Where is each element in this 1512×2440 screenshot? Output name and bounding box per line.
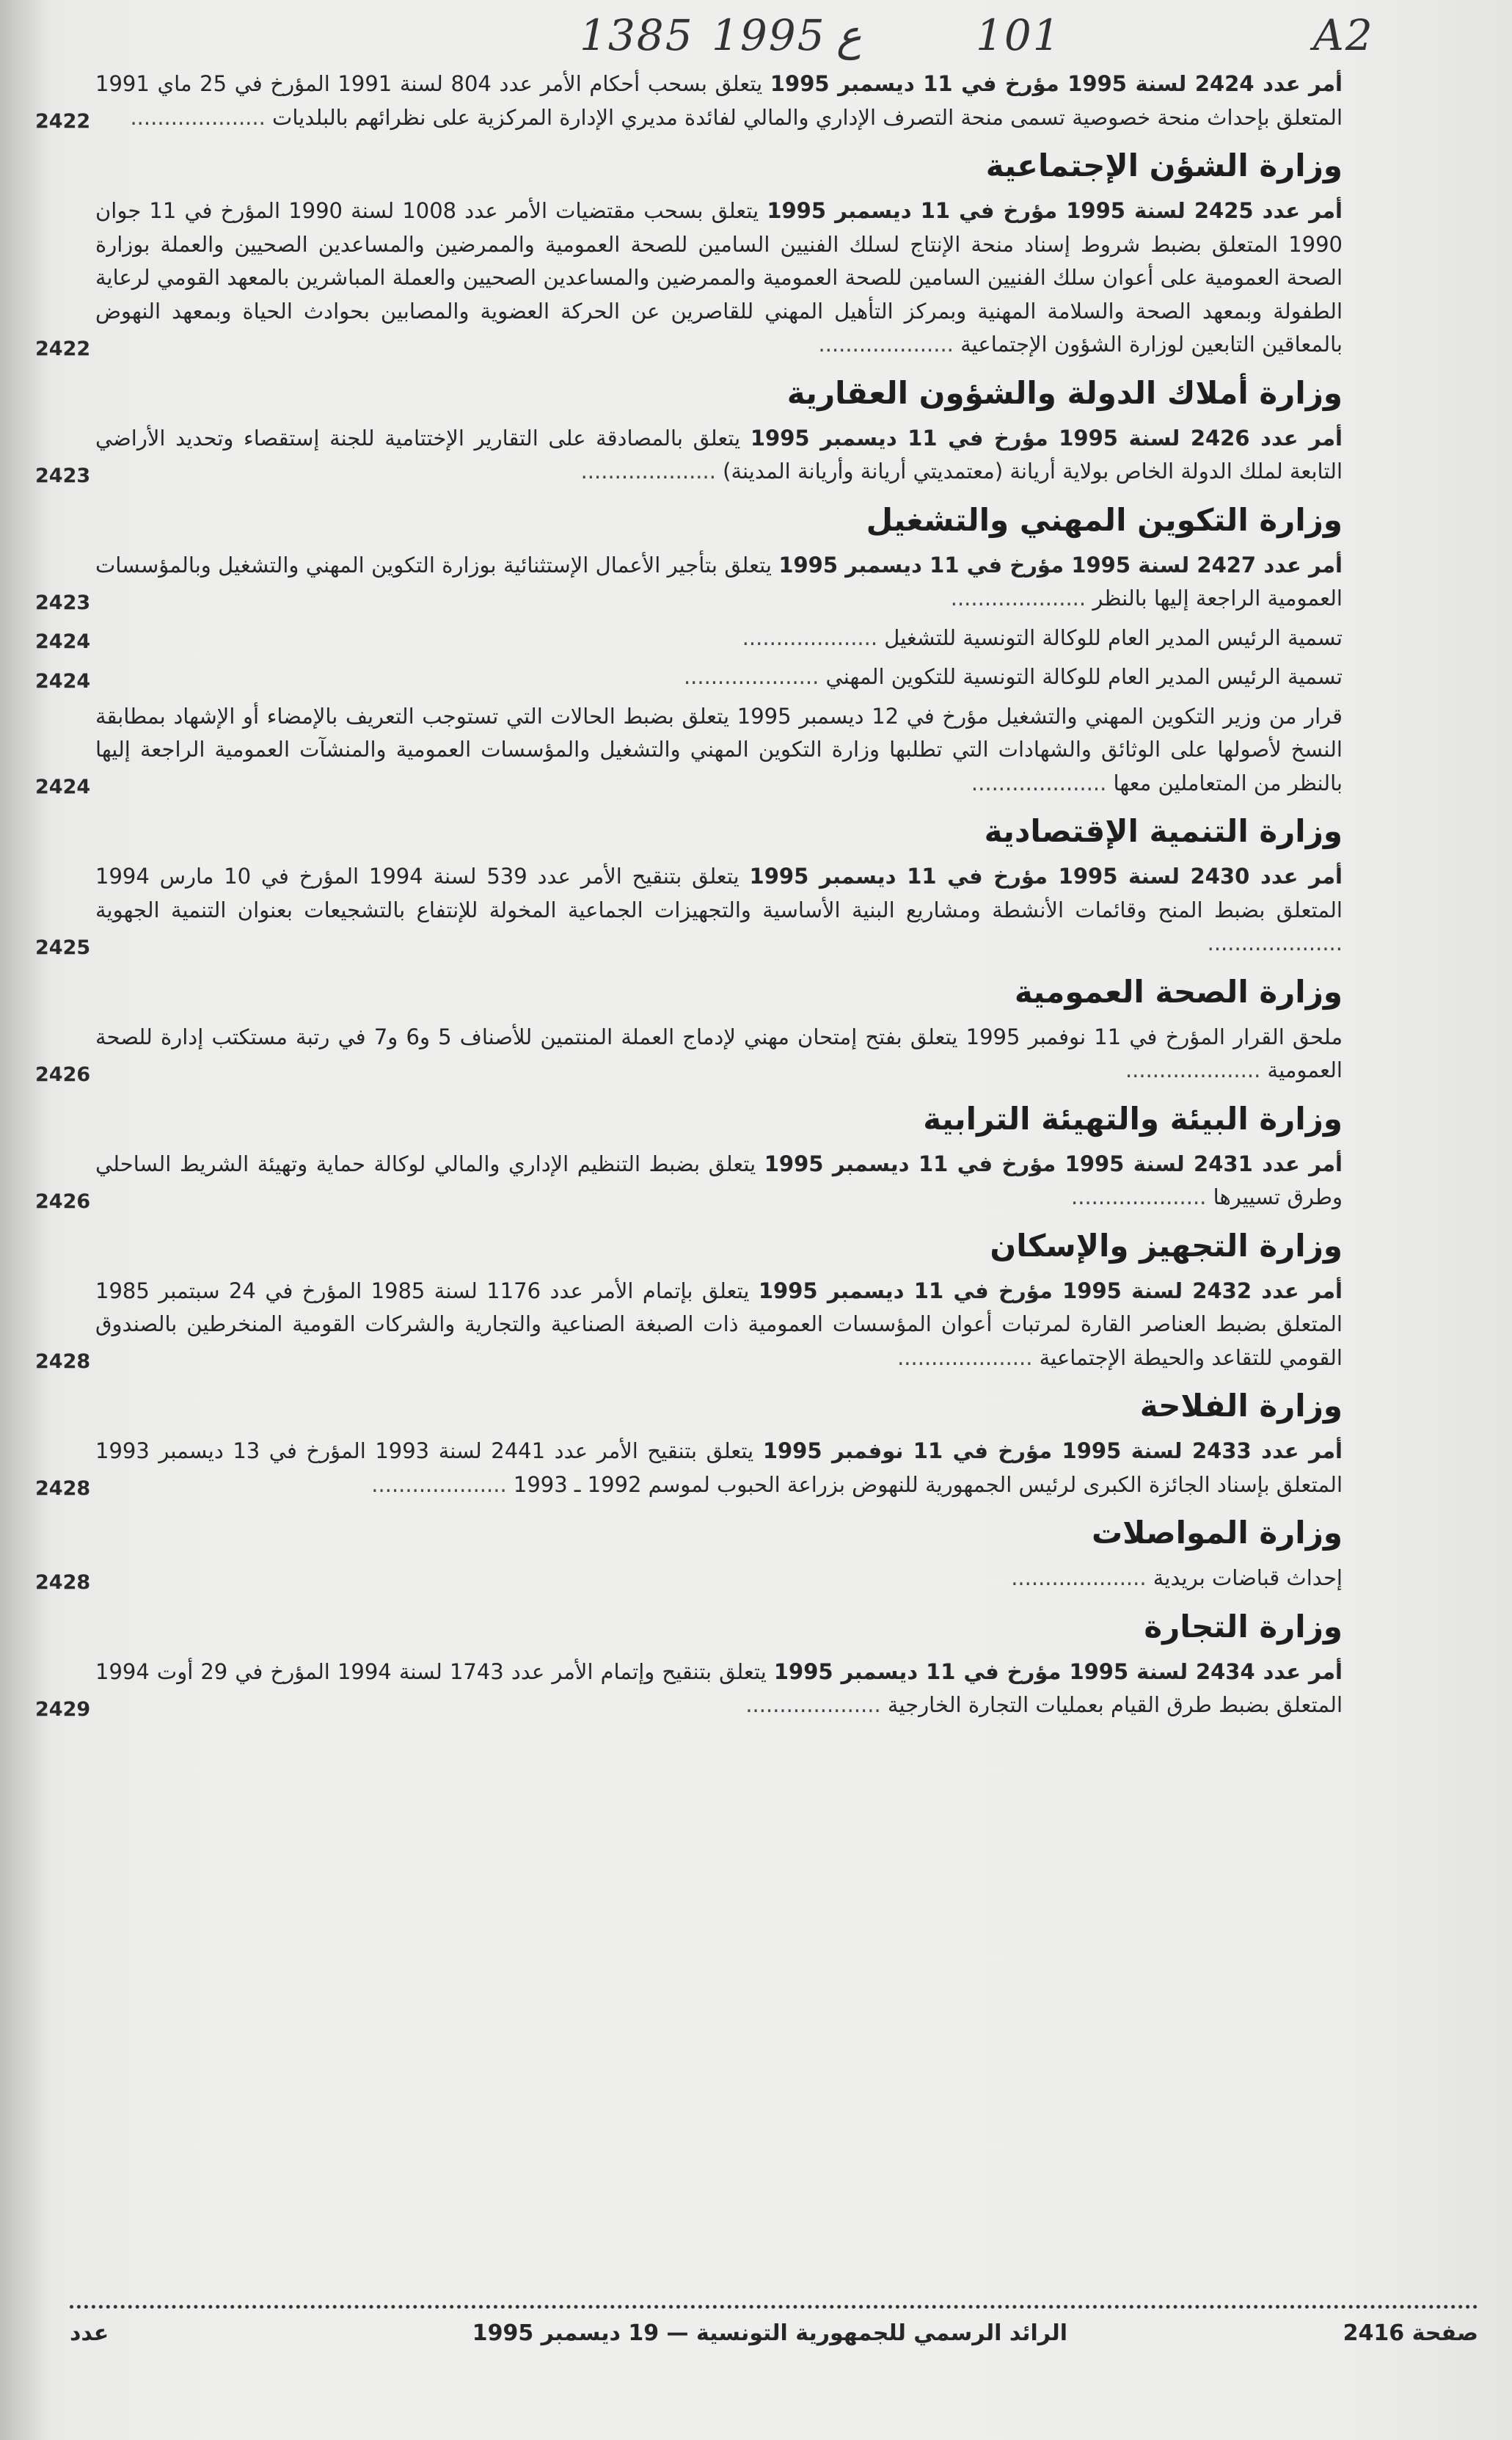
toc-entry — [35, 194, 1343, 362]
ministry-section — [35, 1380, 1343, 1501]
leader-dots: .................... — [971, 770, 1107, 795]
leader-dots: .................... — [745, 1692, 881, 1717]
ministry-section — [35, 68, 1343, 134]
ministry-heading: وزارة التجهيز والإسكان — [990, 1227, 1343, 1264]
page-reference: 2426 — [35, 1190, 91, 1213]
toc-entry — [35, 700, 1343, 801]
ministry-section — [35, 368, 1343, 489]
ministry-heading: وزارة التنمية الإقتصادية — [984, 813, 1343, 849]
decree-reference: أمر عدد 2425 لسنة 1995 مؤرخ في 11 ديسمبر 1995 — [767, 198, 1343, 223]
entry-description: يتعلق بتنقيح وإتمام الأمر عدد 1743 لسنة 1994 المؤرخ في 29 أوت 1994 المتعلق بضبط طرق القيام بعمليات التجارة الخارجية — [95, 1658, 1343, 1717]
toc-entry — [35, 860, 1343, 961]
leader-dots: .................... — [818, 332, 954, 357]
ministry-heading: وزارة المواصلات — [1091, 1515, 1343, 1551]
decree-reference: أمر عدد 2433 لسنة 1995 مؤرخ في 11 نوفمبر 1995 — [762, 1438, 1343, 1463]
handwritten-note: ع — [836, 10, 862, 60]
entry-description: يتعلق بتأجير الأعمال الإستثنائية بوزارة التكوين المهني والتشغيل وبالمؤسسات العمومية الراجعة إليها بالنظر — [95, 552, 1343, 611]
page-reference: 2425 — [35, 936, 91, 959]
page-reference: 2424 — [35, 669, 91, 693]
toc-entry — [35, 422, 1343, 489]
decree-reference: أمر عدد 2426 لسنة 1995 مؤرخ في 11 ديسمبر 1995 — [750, 425, 1343, 451]
leader-dots: .................... — [580, 459, 716, 484]
ministry-section — [35, 966, 1343, 1088]
ministry-section — [35, 806, 1343, 961]
handwritten-annotations — [0, 4, 1512, 63]
toc-entry — [35, 1656, 1343, 1722]
toc-entry — [35, 622, 1343, 655]
ministry-heading: وزارة أملاك الدولة والشؤون العقارية — [786, 374, 1343, 411]
entry-description: تسمية الرئيس المدير العام للوكالة التونسية للتشغيل — [877, 624, 1343, 650]
page-reference: 2422 — [35, 337, 91, 360]
entry-text — [95, 1562, 1343, 1595]
entry-description: يتعلق بالمصادقة على التقارير الإختتامية للجنة إستقصاء وتحديد الأراضي التابعة لملك الدولة الخاص بولاية أريانة (معتمديتي أريانة وأريانة المدينة) — [95, 425, 1343, 484]
entry-description: يتعلق بإتمام الأمر عدد 1176 لسنة 1985 المؤرخ في 24 سبتمبر 1985 المتعلق بضبط العناصر القارة لمرتبات أعوان المؤسسات العمومية ذات الصبغة الصناعية والتجارية والشركات القومية المنخرطين بالصندوق القومي للتقاعد والحيطة الإجتماعية — [95, 1278, 1343, 1370]
leader-dots: .................... — [683, 664, 819, 689]
ministry-section — [35, 140, 1343, 362]
page-reference: 2428 — [35, 1570, 91, 1594]
entry-text — [95, 1656, 1343, 1722]
entry-text — [95, 860, 1343, 961]
entry-description: ملحق القرار المؤرخ في 11 نوفمبر 1995 يتعلق بفتح إمتحان مهني لإدماج العملة المنتمين للأصناف 5 و6 و7 في رتبة مستكتب إدارة للصحة العمومية — [95, 1024, 1343, 1082]
entry-text — [95, 1435, 1343, 1501]
leader-dots: .................... — [1071, 1184, 1207, 1209]
entry-text — [95, 68, 1343, 134]
leader-dots: .................... — [742, 624, 878, 650]
decree-reference: أمر عدد 2427 لسنة 1995 مؤرخ في 11 ديسمبر 1995 — [778, 552, 1343, 578]
page-reference: 2424 — [35, 776, 91, 798]
entry-text — [95, 1021, 1343, 1088]
footer-journal-title: الرائد الرسمي للجمهورية التونسية — 19 ديسمبر 1995 — [472, 2320, 1067, 2346]
handwritten-note: 101 — [976, 10, 1062, 60]
ministry-section — [35, 1220, 1343, 1375]
page-reference: 2423 — [35, 464, 91, 487]
ministry-section — [35, 1507, 1343, 1595]
toc-entry — [35, 68, 1343, 134]
entry-text — [95, 700, 1343, 801]
decree-reference: أمر عدد 2424 لسنة 1995 مؤرخ في 11 ديسمبر 1995 — [770, 71, 1343, 96]
ministry-heading: وزارة الفلاحة — [1139, 1388, 1343, 1424]
toc-entry — [35, 660, 1343, 694]
entry-text — [95, 549, 1343, 616]
table-of-contents — [35, 68, 1343, 1728]
ministry-heading: وزارة التجارة — [1144, 1608, 1343, 1645]
ministry-section — [35, 495, 1343, 801]
entry-description: قرار من وزير التكوين المهني والتشغيل مؤرخ في 12 ديسمبر 1995 يتعلق بضبط الحالات التي تستوجب التعريف بالإمضاء أو الإشهاد بمطابقة النسخ لأصولها على الوثائق والشهادات التي تطلبها وزارة التكوين المهني والتشغيل والمؤسسات العمومية والمنشآت العمومية الراجعة إليها بالنظر من المتعاملين معها — [95, 703, 1343, 795]
entry-description: يتعلق بتنقيح الأمر عدد 2441 لسنة 1993 المؤرخ في 13 ديسمبر 1993 المتعلق بإسناد الجائزة الكبرى لرئيس الجمهورية للنهوض بزراعة الحبوب لموسم 1992 ـ 1993 — [95, 1438, 1343, 1497]
entry-description: يتعلق بسحب أحكام الأمر عدد 804 لسنة 1991 المؤرخ في 25 ماي 1991 المتعلق بإحداث منحة خصوصية تسمى منحة التصرف الإداري والمالي لفائدة مديري الإدارة المركزية على نظرائهم بالبلديات — [95, 71, 1343, 130]
entry-text — [95, 660, 1343, 694]
leader-dots: .................... — [130, 104, 266, 130]
leader-dots: .................... — [1125, 1057, 1261, 1082]
handwritten-note: 1995 — [712, 10, 826, 60]
leader-dots: .................... — [897, 1344, 1033, 1370]
entry-text — [95, 422, 1343, 489]
entry-description: يتعلق بسحب مقتضيات الأمر عدد 1008 لسنة 1990 المؤرخ في 11 جوان 1990 المتعلق بضبط شروط إسناد منحة الإنتاج لسلك الفنيين السامين للصحة العمومية والممرضين والمساعدين الصحيين والعملة بوزارة الصحة العمومية على أعوان سلك الفنيين السامين للصحة العمومية والممرضين والمساعدين الصحيين والعملة المباشرين بالمعهد القومي لرعاية الطفولة وبمعهد الصحة والسلامة المهنية وبمركز التأهيل المهني للقاصرين عن الحركة العضوية والمصابين بحوادث الحياة وبمعهد النهوض بالمعاقين التابعين لوزارة الشؤون الإجتماعية — [95, 198, 1343, 357]
entry-text — [95, 194, 1343, 362]
ministry-section — [35, 1093, 1343, 1214]
ministry-heading: وزارة الشؤن الإجتماعية — [985, 148, 1343, 183]
page-reference: 2428 — [35, 1350, 91, 1373]
decree-reference: أمر عدد 2434 لسنة 1995 مؤرخ في 11 ديسمبر 1995 — [773, 1658, 1343, 1684]
handwritten-note: A2 — [1313, 10, 1374, 60]
ministry-heading: وزارة الصحة العمومية — [1014, 973, 1343, 1010]
footer-issue-fragment: عدد — [70, 2320, 109, 2346]
entry-description: يتعلق بضبط التنظيم الإداري والمالي لوكالة حماية وتهيئة الشريط الساحلي وطرق تسييرها — [95, 1151, 1343, 1209]
toc-entry — [35, 1435, 1343, 1501]
page-reference: 2426 — [35, 1063, 91, 1086]
entry-description: يتعلق بتنقيح الأمر عدد 539 لسنة 1994 المؤرخ في 10 مارس 1994 المتعلق بضبط المنح وقائمات الأنشطة ومشاريع البنية الأساسية والتجهيزات الجماعية المخولة للإنتفاع بالتشجيعات بعنوان التنمية الجهوية — [95, 864, 1343, 922]
decree-reference: أمر عدد 2432 لسنة 1995 مؤرخ في 11 ديسمبر 1995 — [758, 1278, 1343, 1303]
leader-dots: .................... — [371, 1471, 507, 1497]
decree-reference: أمر عدد 2430 لسنة 1995 مؤرخ في 11 ديسمبر 1995 — [749, 864, 1343, 889]
leader-dots: .................... — [1011, 1565, 1147, 1590]
entry-text — [95, 622, 1343, 655]
footer-divider — [70, 2305, 1478, 2309]
ministry-heading: وزارة التكوين المهني والتشغيل — [866, 501, 1343, 538]
entry-text — [95, 1275, 1343, 1375]
ministry-section — [35, 1601, 1343, 1722]
page-reference: 2428 — [35, 1477, 91, 1500]
footer-page-number: صفحة 2416 — [1343, 2320, 1478, 2346]
leader-dots: .................... — [1207, 931, 1343, 955]
decree-reference: أمر عدد 2431 لسنة 1995 مؤرخ في 11 ديسمبر 1995 — [764, 1151, 1343, 1176]
toc-entry — [35, 1021, 1343, 1088]
page-reference: 2422 — [35, 110, 91, 133]
toc-entry — [35, 1275, 1343, 1375]
page-footer — [70, 2320, 1478, 2364]
toc-entry — [35, 1148, 1343, 1214]
page-reference: 2424 — [35, 630, 91, 653]
page-reference: 2429 — [35, 1697, 91, 1721]
entry-description: إحداث قباضات بريدية — [1146, 1565, 1343, 1590]
handwritten-note: 1385 — [580, 10, 694, 60]
entry-description: تسمية الرئيس المدير العام للوكالة التونسية للتكوين المهني — [819, 664, 1343, 689]
toc-entry — [35, 549, 1343, 616]
page-reference: 2423 — [35, 591, 91, 614]
toc-entry — [35, 1562, 1343, 1595]
leader-dots: .................... — [950, 586, 1086, 611]
entry-text — [95, 1148, 1343, 1214]
ministry-heading: وزارة البيئة والتهيئة الترابية — [923, 1100, 1343, 1137]
